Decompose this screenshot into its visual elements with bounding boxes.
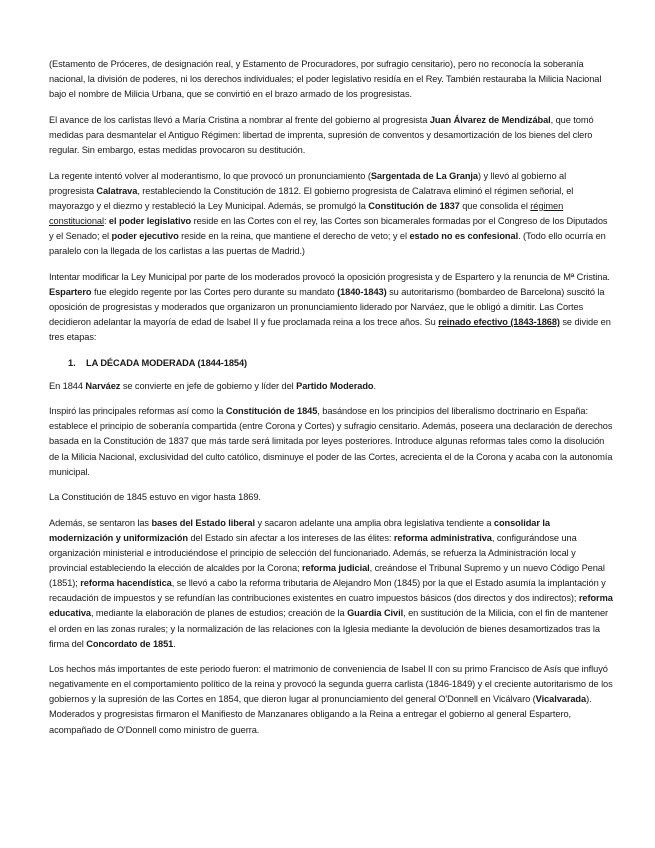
paragraph bbox=[49, 113, 613, 158]
text-run: , que tomó medidas para desmantelar el Antiguo Régimen: libertad de imprenta, supresión de conventos y desamortización de los bienes del clero regular. Sin embargo, estas medidas provocaron su destitución. bbox=[49, 114, 594, 155]
emphasized-text: Guardia Civil bbox=[347, 608, 404, 619]
text-run: . bbox=[173, 638, 176, 649]
text-run: , configurándose una organización ministerial e introduciéndose el principio de selección del funcionariado. Además, se refuerza la Administración local y provincial estableciendo la elección de alcaldes por la Corona; bbox=[49, 532, 577, 574]
emphasized-text: Concordato de 1851 bbox=[86, 638, 174, 649]
emphasized-text: Vicalvarada bbox=[535, 694, 587, 705]
text-run: , mediante la elaboración de planes de estudios; creación de la bbox=[90, 608, 348, 619]
text-run: La regente intentó volver al moderantismo, lo que provocó un pronunciamiento ( bbox=[49, 170, 371, 181]
body-text-before-heading bbox=[49, 57, 613, 345]
text-run: Inspiró las principales reformas así como la bbox=[49, 406, 226, 417]
emphasized-text: Constitución de 1845 bbox=[225, 406, 318, 417]
emphasized-text: reinado efectivo (1843-1868) bbox=[438, 316, 560, 327]
emphasized-text: Sargentada de La Granja bbox=[370, 170, 478, 181]
text-run: Además, se sentaron las bbox=[49, 517, 152, 528]
text-run: , basándose en los principios del liberalismo doctrinario en España: establece el principio de soberanía compartida (entre Corona y Cortes) y sufragio censitario. Además, poseera una declaración de derechos basada en la Constitución de 1837 que más tarde será limitada por leyes posteriores. Introduce algunas reformas tales como la disolución de la Milicia Nacional, exclusividad del culto católico, disminuye el poder de las Cortes, acrecienta el de la Corona y acaba con la autonomía municipal. bbox=[49, 406, 613, 477]
text-run: : bbox=[103, 215, 109, 226]
text-run: régimen constitucional bbox=[49, 200, 564, 226]
text-run: reside en la reina, que mantiene el derecho de veto; y el bbox=[178, 230, 410, 241]
emphasized-text: reforma administrativa bbox=[393, 532, 492, 543]
text-run: Intentar modificar la Ley Municipal por parte de los moderados provocó la oposición progresista y de Espartero y la renuncia de Mª Cristina. bbox=[49, 271, 610, 282]
section-number: 1. bbox=[68, 357, 76, 368]
text-run: . bbox=[373, 380, 376, 391]
emphasized-text: Narváez bbox=[85, 380, 121, 391]
text-run: La Constitución de 1845 estuvo en vigor hasta 1869. bbox=[49, 492, 261, 503]
text-run: , en sustitución de la Milicia, con el fin de mantener el orden en las zonas rurales; y la normalización de las relaciones con la Iglesia mediante la devolución de bienes desamortizados tras la firma del bbox=[49, 608, 609, 649]
text-run: En 1844 bbox=[49, 380, 86, 391]
text-run: su autoritarismo (bombardeo de Barcelona) suscitó la oposición de progresistas y moderados que organizaron un pronunciamiento liderado por Narváez, que le obligó a dimitir. Las Cortes decidieron adelantar la mayoría de edad de Isabel II y fue proclamada reina a los trece años. Su bbox=[49, 286, 605, 327]
emphasized-text: (1840-1843) bbox=[337, 286, 387, 297]
paragraph bbox=[49, 379, 613, 394]
text-run: , creándose el Tribunal Supremo y un nuevo Código Penal (1851); bbox=[49, 563, 605, 589]
paragraph bbox=[49, 404, 613, 479]
text-run: (Estamento de Próceres, de designación real, y Estamento de Procuradores, por sufragio censitario), pero no reconocía la soberanía nacional, la división de poderes, ni los derechos individuales; el poder legislativo residía en el Rey. También restauraba la Milicia Nacional bajo el nombre de Milicia Urbana, que se convirtió en el brazo armado de los progresistas. bbox=[49, 59, 602, 100]
paragraph bbox=[49, 270, 613, 345]
text-run: El avance de los carlistas llevó a María Cristina a nombrar al frente del gobierno al progresista bbox=[49, 114, 430, 125]
emphasized-text: reforma judicial bbox=[302, 563, 370, 574]
paragraph bbox=[49, 516, 613, 652]
emphasized-text: estado no es confesional bbox=[409, 230, 519, 241]
emphasized-text: reforma educativa bbox=[49, 593, 613, 619]
text-run: , restableciendo la Constitución de 1812. El gobierno progresista de Calatrava eliminó el régimen señorial, el mayorazgo y el diezmo y restableció la Ley Municipal. Además, se promulgó la bbox=[49, 185, 574, 211]
text-run: ). Moderados y progresistas firmaron el Manifiesto de Manzanares obligando a la Reina a entregar el gobierno al general Espartero, acompañado de O'Donnell como ministro de guerra. bbox=[49, 694, 592, 735]
text-run: y sacaron adelante una amplia obra legislativa tendiente a bbox=[254, 517, 494, 528]
paragraph bbox=[49, 662, 613, 737]
emphasized-text: poder ejecutivo bbox=[111, 230, 179, 241]
emphasized-text: consolidar la modernización y uniformización bbox=[49, 517, 550, 543]
emphasized-text: el poder legislativo bbox=[108, 215, 192, 226]
body-text-after-heading bbox=[49, 379, 613, 738]
text-run: fue elegido regente por las Cortes pero durante su mandato bbox=[91, 286, 338, 297]
text-run: se divide en tres etapas: bbox=[49, 316, 611, 342]
text-run: Los hechos más importantes de este periodo fueron: el matrimonio de conveniencia de Isabel II con su primo Francisco de Asís que influyó negativamente en el comportamiento político de la reina y provocó la segunda guerra carlista (1846-1849) y el creciente autoritarismo de los gobiernos y la supresión de las Cortes en 1854, que dieron lugar al pronunciamiento del general O'Donnell en Vicálvaro ( bbox=[49, 664, 613, 705]
text-run: se convierte en jefe de gobierno y líder del bbox=[120, 380, 297, 391]
text-run: reside en las Cortes con el rey, las Cortes son bicamerales formadas por el Congreso de los Diputados y el Senado; el bbox=[49, 215, 608, 241]
emphasized-text: bases del Estado liberal bbox=[151, 517, 255, 528]
emphasized-text: Juan Álvarez de Mendizábal bbox=[429, 114, 551, 125]
text-run: . (Todo ello ocurría en paralelo con la llegada de los carlistas a las puertas de Madrid.) bbox=[49, 230, 606, 257]
text-run: ) y llevó al gobierno al progresista bbox=[49, 170, 567, 196]
emphasized-text: reforma hacendística bbox=[80, 578, 172, 589]
emphasized-text: Constitución de 1837 bbox=[368, 200, 460, 211]
section-heading bbox=[68, 356, 613, 371]
emphasized-text: Espartero bbox=[49, 286, 92, 297]
text-run: del Estado sin afectar a los intereses de las élites: bbox=[187, 532, 394, 543]
paragraph bbox=[49, 169, 613, 260]
text-run: , se llevó a cabo la reforma tributaria de Alejandro Mon (1845) por la que el Estado asumía la implantación y recaudación de impuestos y se refundían las contribuciones existentes en cuatro impuestos básicos (dos directos y dos indirectos); bbox=[49, 578, 606, 604]
emphasized-text: Partido Moderado bbox=[296, 380, 374, 391]
emphasized-text: Calatrava bbox=[96, 185, 138, 196]
text-run: que consolida el bbox=[459, 200, 531, 211]
paragraph bbox=[49, 57, 613, 102]
paragraph bbox=[49, 490, 613, 505]
section-title: LA DÉCADA MODERADA (1844-1854) bbox=[86, 357, 248, 368]
